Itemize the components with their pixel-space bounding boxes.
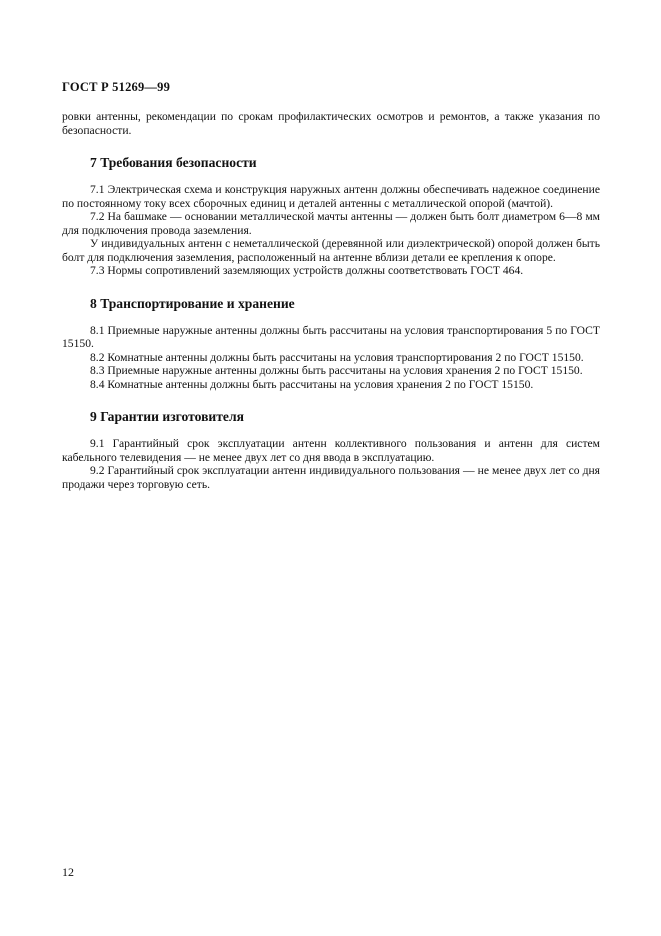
paragraph-8-2: 8.2 Комнатные антенны должны быть рассчитаны на условия транспортирования 2 по ГОСТ 15150. <box>90 350 584 364</box>
paragraph-8-3: 8.3 Приемные наружные антенны должны быть рассчитаны на условия хранения 2 по ГОСТ 15150. <box>90 364 583 377</box>
paragraph-8-4: 8.4 Комнатные антенны должны быть рассчитаны на условия хранения 2 по ГОСТ 15150. <box>90 377 534 391</box>
paragraph-8-1: 8.1 Приемные наружные антенны должны быть рассчитаны на условия транспортирования 5 по ГОСТ 15150. <box>62 323 600 350</box>
paragraph-7-1: 7.1 Электрическая схема и конструкция наружных антенн должны обеспечивать надежное соединение по постоянному току всех сборочных единиц и деталей антенны с металлической опорой (мачтой). <box>62 183 600 210</box>
paragraph-7-2: 7.2 На башмаке — основании металлической мачты антенны — должен быть болт диаметром 6—8 мм для подключения провода заземления. <box>62 210 600 237</box>
paragraph-9-2: 9.2 Гарантийный срок эксплуатации антенн индивидуального пользования — не менее двух лет со дня продажи через торговую сеть. <box>62 464 600 491</box>
section-7-title: 7 Требования безопасности <box>90 155 257 170</box>
document-code-header: ГОСТ Р 51269—99 <box>62 80 171 94</box>
page-number: 12 <box>62 865 74 879</box>
paragraph-9-1: 9.1 Гарантийный срок эксплуатации антенн коллективного пользования и антенн для систем кабельного телевидения — не менее двух лет со дня ввода в эксплуатацию. <box>62 437 600 464</box>
paragraph-7-3: 7.3 Нормы сопротивлений заземляющих устройств должны соответствовать ГОСТ 464. <box>90 264 524 277</box>
page-body <box>62 110 600 491</box>
section-9-title: 9 Гарантии изготовителя <box>90 409 244 424</box>
intro-continuation-paragraph: ровки антенны, рекомендации по срокам профилактических осмотров и ремонтов, а также указания по безопасности. <box>62 110 600 137</box>
section-8-title: 8 Транспортирование и хранение <box>90 295 295 311</box>
paragraph-7-2-cont: У индивидуальных антенн с неметаллической (деревянной или диэлектрической) опорой должен быть болт для подключения заземления, расположенный на антенне вблизи детали ее крепления к опоре. <box>62 237 600 264</box>
